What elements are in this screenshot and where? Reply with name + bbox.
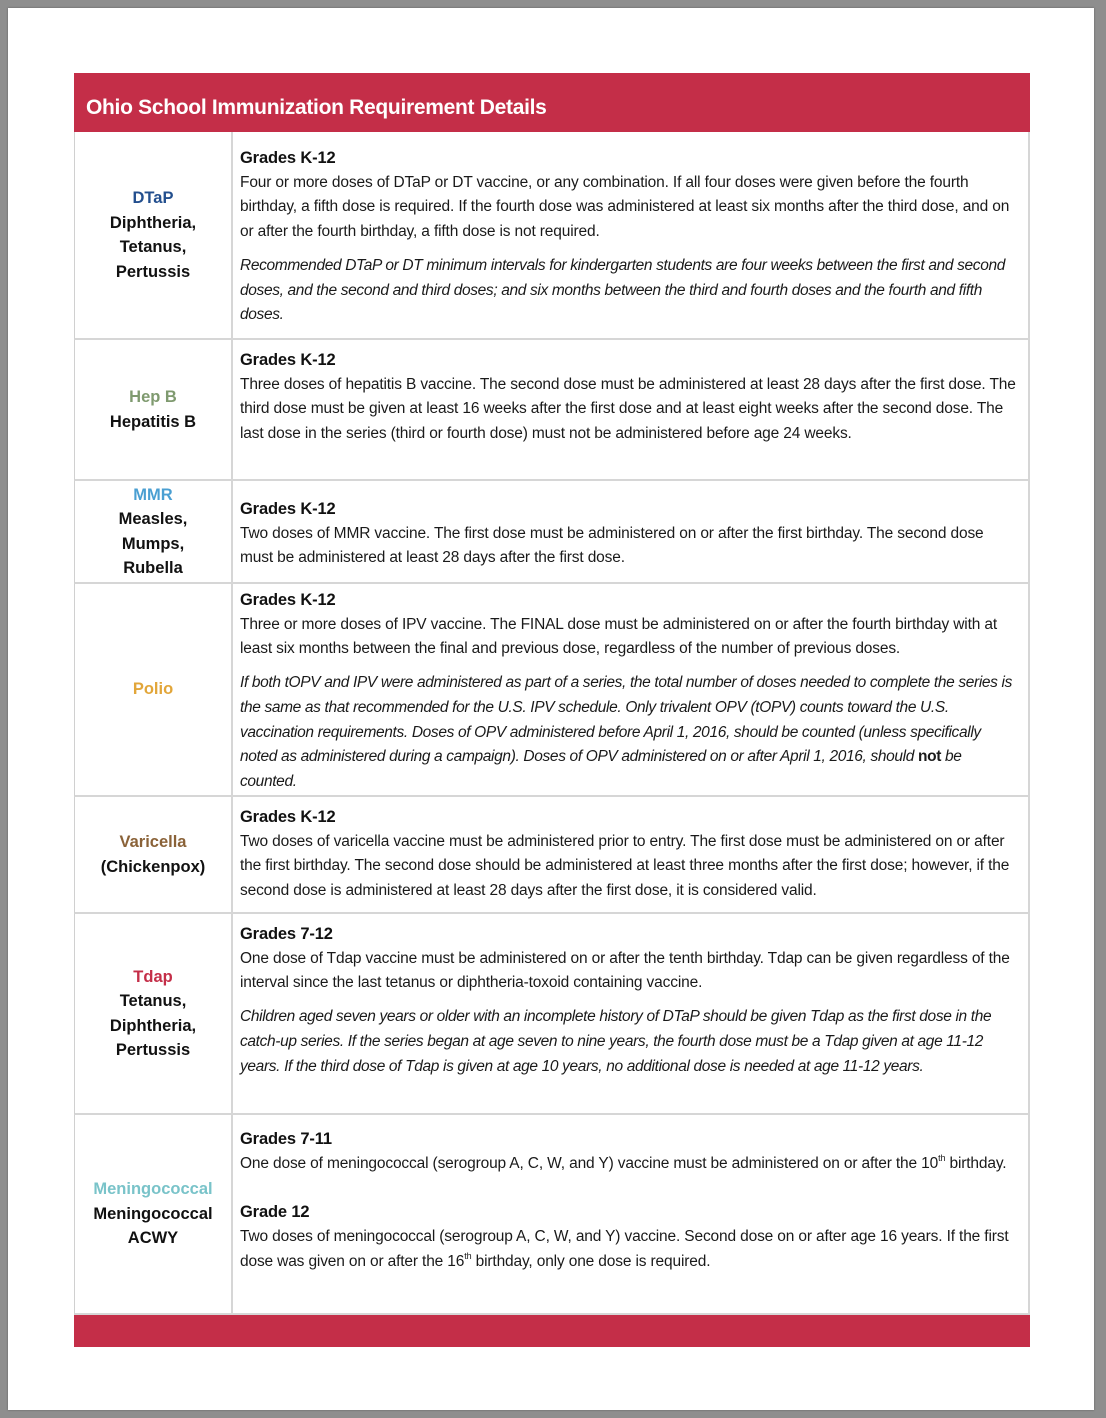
vaccine-full-name: Mumps, [121,534,185,553]
vaccine-row-polio [74,584,1030,797]
footer-band [74,1315,1030,1347]
ordinal-suffix: th [464,1250,472,1261]
vaccine-full-name: Hepatitis B [109,412,197,431]
note-emphasis: not [917,748,942,766]
vaccine-full-name: Rubella [123,559,183,577]
grade-heading: Grades 7-11 [240,1130,332,1148]
vaccine-full-name: ACWY [127,1229,179,1248]
vaccine-full-name: Meningococcal [93,1204,213,1223]
requirement-cell [233,1115,1028,1313]
vaccine-row-meningococcal [74,1115,1030,1315]
vaccine-label-cell [75,584,233,795]
grade-heading: Grades 7-12 [240,925,333,943]
requirement-text-part: birthday. [945,1154,1007,1172]
vaccine-full-name: Diphtheria, [109,213,197,232]
vaccine-label-cell [75,132,233,338]
requirement-text: Two doses of varicella vaccine must be administered prior to entry. The first dose must be administered on or after the first birthday. The second dose should be administered at least three months after the first dose; however, if the second dose is administered at least 28 days after the first dose, it is considered valid. [240,832,1010,900]
vaccine-abbr: Hep B [129,388,177,406]
vaccine-abbr: DTaP [132,189,174,207]
requirement-cell [233,914,1028,1113]
requirement-cell [233,132,1028,338]
requirement-text [240,1152,1020,1177]
ordinal-suffix: th [938,1152,946,1163]
grade-heading: Grades K-12 [240,591,336,609]
requirement-text: One dose of Tdap vaccine must be administered on or after the tenth birthday. Tdap can be given regardless of the interval since the last tetanus or diphtheria-toxoid containing vaccine. [240,949,1010,992]
vaccine-abbr: Tdap [133,967,173,986]
requirement-note: Children aged seven years or older with an incomplete history of DTaP should be given Tdap as the first dose in the catch-up series. If the series began at age seven to nine years, the fourth dose must be a Tdap given at age 11-12 years. If the third dose of Tdap is given at age 10 years, no additional dose is needed at age 11-12 years. [240,1008,992,1075]
section-spacer [240,1176,1020,1200]
requirement-text: Two doses of MMR vaccine. The first dose must be administered on or after the first birthday. The second dose must be administered at least 28 days after the first dose. [240,524,984,567]
vaccine-row-hepb [74,340,1030,481]
vaccine-label-cell [75,1115,233,1313]
vaccine-row-mmr [74,481,1030,584]
requirement-cell [233,481,1028,582]
vaccine-full-name: Diphtheria, [109,1016,197,1035]
requirement-cell [233,584,1028,795]
requirement-text-part: Two doses of meningococcal (serogroup A, C, W, and Y) vaccine. Second dose on or after age 16 years. If the first dose was given on or after the 16 [240,1228,1009,1270]
requirement-text-part: birthday, only one dose is required. [471,1252,711,1270]
vaccine-full-name: Pertussis [115,262,191,281]
vaccine-row-varicella [74,797,1030,914]
vaccine-label-cell [75,914,233,1113]
vaccine-full-name: Measles, [118,510,188,528]
vaccine-label-cell [75,340,233,479]
requirement-cell [233,340,1028,479]
requirement-text-part: One dose of meningococcal (serogroup A, C, W, and Y) vaccine must be administered on or after the 10 [240,1154,939,1172]
grade-heading: Grade 12 [240,1203,310,1222]
title-band [74,73,1030,132]
vaccine-abbr: Varicella [119,833,187,851]
document-title: Ohio School Immunization Requirement Details [86,95,547,119]
vaccine-full-name: Tetanus, [119,238,187,256]
requirement-note [240,671,1020,795]
grade-heading: Grades K-12 [240,808,336,826]
vaccine-full-name: Tetanus, [119,992,187,1010]
vaccine-row-dtap [74,132,1030,340]
vaccine-abbr: Meningococcal [93,1180,213,1199]
grade-heading: Grades K-12 [240,149,336,167]
vaccine-label-cell [75,797,233,912]
note-text: If both tOPV and IPV were administered as part of a series, the total number of doses needed to complete the series is the same as that recommended for the U.S. IPV schedule. Only trivalent OPV (tOPV) counts toward the U.S. vaccination requirements. Doses of OPV administered before April 1, 2016, should be counted (unless specifically noted as administered during a campaign). Doses of OPV administered on or after April 1, 2016, should [240,674,1013,766]
requirement-cell [233,797,1028,912]
vaccine-abbr: Polio [132,680,174,699]
grade-heading: Grades K-12 [240,500,336,518]
note-text: be counted. [240,748,962,790]
requirement-text: Four or more doses of DTaP or DT vaccine, or any combination. If all four doses were given before the fourth birthday, a fifth dose is required. If the fourth dose was administered at least six months after the third dose, and on or after the fourth birthday, a fifth dose is not required. [240,173,1010,241]
vaccine-row-tdap [74,914,1030,1115]
vaccine-full-name: Pertussis [115,1041,191,1059]
requirement-text [240,1225,1020,1274]
document-page [8,8,1094,1410]
requirement-text: Three doses of hepatitis B vaccine. The second dose must be administered at least 28 days after the first dose. The third dose must be given at least 16 weeks after the first dose and at least eight weeks after the second dose. The last dose in the series (third or fourth dose) must not be administered before age 24 weeks. [240,375,1016,443]
immunization-table [74,73,1030,1347]
requirement-note: Recommended DTaP or DT minimum intervals for kindergarten students are four weeks between the first and second doses, and the second and third doses; and six months between the third and fourth doses and the fourth and fifth doses. [240,256,1006,324]
vaccine-label-cell [75,481,233,582]
vaccine-full-name: (Chickenpox) [100,857,206,876]
grade-heading: Grades K-12 [240,351,336,369]
vaccine-abbr: MMR [133,485,173,504]
requirement-text: Three or more doses of IPV vaccine. The FINAL dose must be administered on or after the fourth birthday with at least six months between the final and previous dose, regardless of the number of previous doses. [240,615,998,658]
